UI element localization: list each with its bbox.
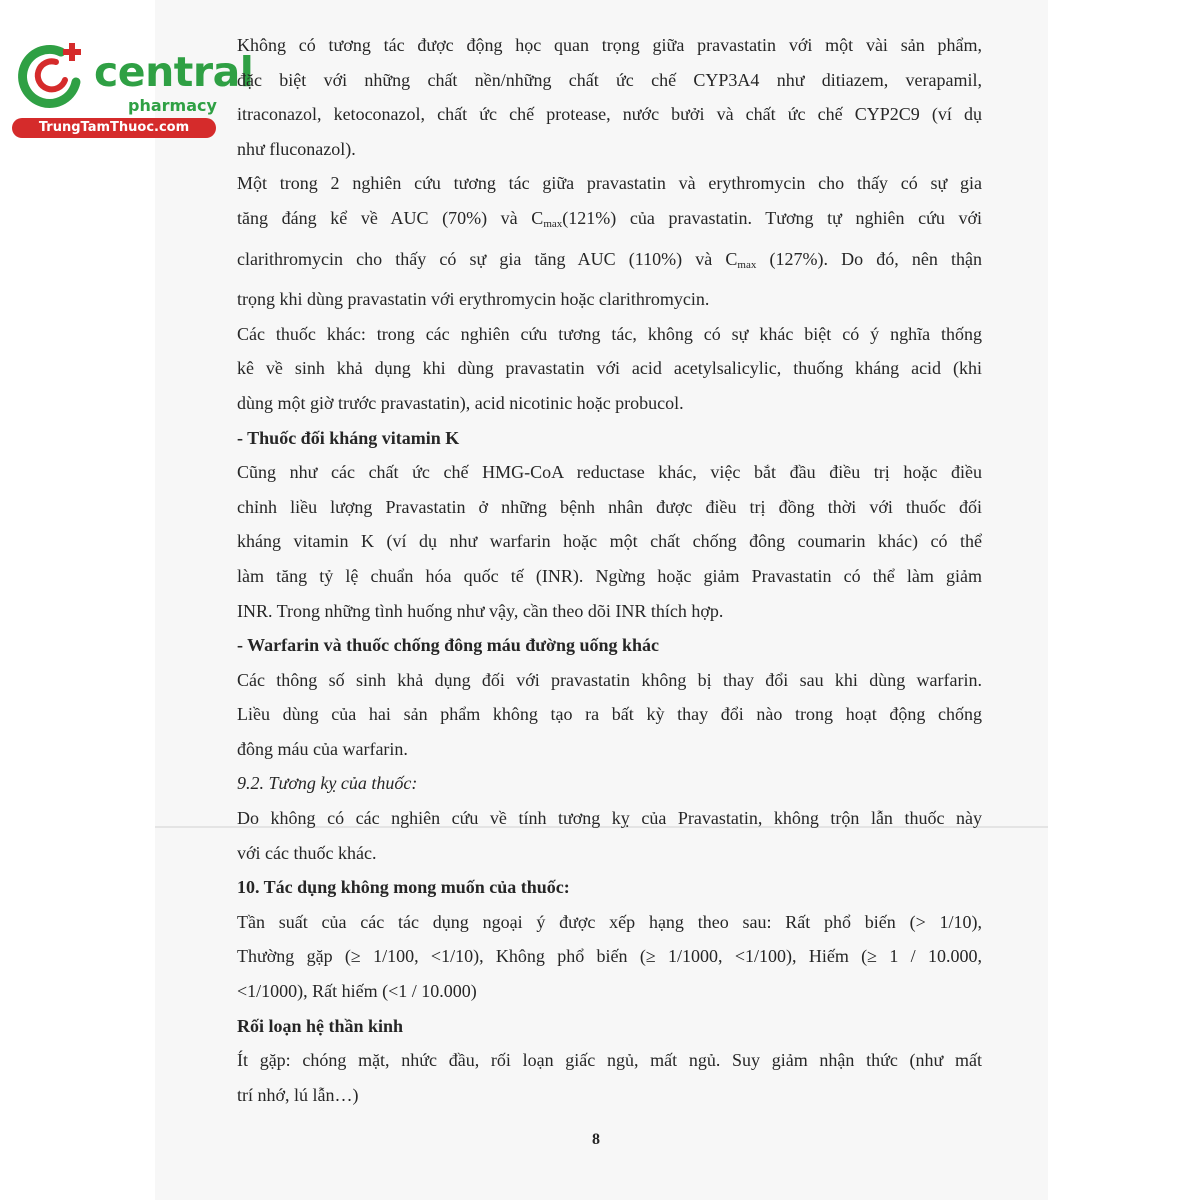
text-line: Một trong 2 nghiên cứu tương tác giữa pravastatin và erythromycin cho thấy có sự gia xyxy=(237,173,982,194)
text-span: clarithromycin cho thấy có sự gia tăng AUC (110%) và C xyxy=(237,248,738,269)
text-line xyxy=(237,242,982,283)
text-span: (127%). Do đó, nên thận xyxy=(756,248,982,269)
text-line: đặc biệt với những chất nền/những chất ức chế CYP3A4 như ditiazem, verapamil, xyxy=(237,69,982,90)
cmax-subscript: max xyxy=(737,258,757,271)
text-line: Các thuốc khác: trong các nghiên cứu tương tác, không có sự khác biệt có ý nghĩa thống xyxy=(237,323,982,344)
text-line: Thường gặp (≥ 1/100, <1/10), Không phổ biến (≥ 1/1000, <1/100), Hiếm (≥ 1 / 10.000, xyxy=(237,946,982,967)
cmax-subscript: max xyxy=(543,217,563,230)
text-line: dùng một giờ trước pravastatin), acid nicotinic hoặc probucol. xyxy=(237,392,684,413)
text-line: chỉnh liều lượng Pravastatin ở những bệnh nhân được điều trị đồng thời với thuốc đối xyxy=(237,496,982,517)
section-heading-warfarin: - Warfarin và thuốc chống đông máu đường uống khác xyxy=(237,635,660,656)
central-pharmacy-logo[interactable] xyxy=(8,32,254,137)
text-line xyxy=(237,201,982,242)
document-body xyxy=(237,28,982,1112)
text-line: Không có tương tác được động học quan trọng giữa pravastatin với một vài sản phẩm, xyxy=(237,35,982,55)
text-line: Do không có các nghiên cứu về tính tương kỵ của Pravastatin, không trộn lẫn thuốc này xyxy=(237,808,982,829)
text-line: như fluconazol). xyxy=(237,138,356,159)
text-line: kê về sinh khả dụng khi dùng pravastatin với acid acetylsalicylic, thuống kháng acid (khi xyxy=(237,358,982,379)
text-line: với các thuốc khác. xyxy=(237,842,377,863)
text-line: <1/1000), Rất hiếm (<1 / 10.000) xyxy=(237,981,477,1002)
subsection-heading-9-2: 9.2. Tương kỵ của thuốc: xyxy=(237,773,418,794)
text-line: itraconazol, ketoconazol, chất ức chế protease, nước bưởi và chất ức chế CYP2C9 (ví dụ xyxy=(237,104,982,125)
text-span: tăng đáng kể về AUC (70%) và C xyxy=(237,207,544,228)
text-line: trọng khi dùng pravastatin với erythromycin hoặc clarithromycin. xyxy=(237,289,710,310)
text-span: (121%) của pravastatin. Tương tự nghiên cứu với xyxy=(562,207,983,228)
text-line: kháng vitamin K (ví dụ như warfarin hoặc một chất chống đông coumarin khác) có thể xyxy=(237,531,982,552)
pharmacy-cross-logo-icon xyxy=(14,38,88,112)
text-line: Liều dùng của hai sản phẩm không tạo ra bất kỳ thay đổi nào trong hoạt động chống xyxy=(237,704,982,725)
page-number: 8 xyxy=(592,1131,600,1148)
text-line: Tần suất của các tác dụng ngoại ý được xếp hạng theo sau: Rất phổ biến (> 1/10), xyxy=(237,911,982,932)
text-line: trí nhớ, lú lẫn…) xyxy=(237,1084,359,1105)
text-line: Cũng như các chất ức chế HMG-CoA reductase khác, việc bắt đầu điều trị hoặc điều xyxy=(237,462,982,483)
section-heading-nervous-system: Rối loạn hệ thần kinh xyxy=(237,1015,404,1036)
text-line: làm tăng tỷ lệ chuẩn hóa quốc tế (INR). Ngừng hoặc giảm Pravastatin có thể làm giảm xyxy=(237,565,982,586)
section-heading-10: 10. Tác dụng không mong muốn của thuốc: xyxy=(237,877,570,898)
text-line: INR. Trong những tình huống như vậy, cần theo dõi INR thích hợp. xyxy=(237,600,724,621)
text-line: Các thông số sinh khả dụng đối với pravastatin không bị thay đổi sau khi dùng warfarin. xyxy=(237,669,982,690)
text-line: đông máu của warfarin. xyxy=(237,738,408,759)
brand-url-badge[interactable]: TrungTamThuoc.com xyxy=(12,118,216,138)
section-heading-vitamin-k: - Thuốc đối kháng vitamin K xyxy=(237,427,460,448)
text-line: Ít gặp: chóng mặt, nhức đầu, rối loạn giấc ngủ, mất ngủ. Suy giảm nhận thức (như mất xyxy=(237,1050,982,1071)
brand-name: central xyxy=(94,48,254,96)
brand-subtitle: pharmacy xyxy=(128,96,217,115)
